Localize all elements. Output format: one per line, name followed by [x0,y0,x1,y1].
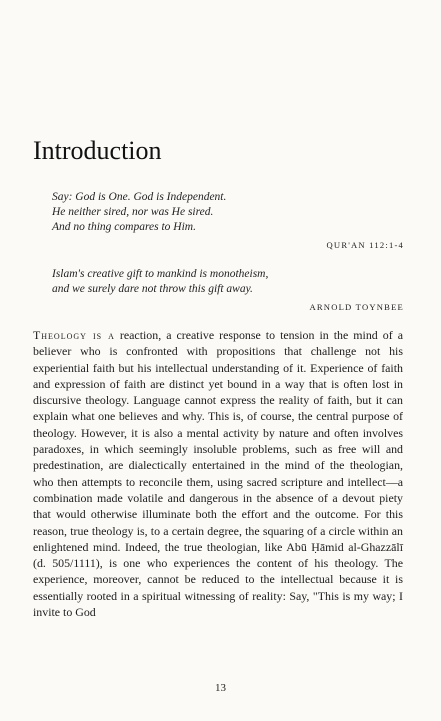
epigraph-line: and we surely dare not throw this gift away. [52,283,253,295]
opening-smallcaps: Theology is a [33,328,115,342]
body-paragraph [33,327,403,620]
epigraph-quran [52,190,404,253]
epigraph-line: Say: God is One. God is Independent. [52,191,227,203]
epigraph-line: Islam's creative gift to mankind is monotheism, [52,268,269,280]
paragraph-text: reaction, a creative response to tension in the mind of a believer who is confronted with propositions that challenge not his experiential faith but his intellectual understanding of it. Experience of faith and expression of faith are distinct yet bound in a way that is often lost in discursive theology. Language cannot express the reality of faith, but it can explain what one believes and why. This is, of course, the central purpose of theology. However, it is also a mental activity by nature and often involves paradoxes, in which seemingly insoluble problems, such as free will and predestination, are dialectically entertained in the mind of the theologian, who then attempts to reconcile them, using sacred scripture and intellect—a combination made volatile and dangerous in the absence of a devout piety that would otherwise illuminate both the effort and the outcome. For this reason, true theology is, to a certain degree, the squaring of a circle within an enlightened mind. Indeed, the true theologian, like Abū Ḥāmid al-Ghazzālī (d. 505/1111), is one who experiences the content of his theology. The experience, moreover, cannot be reduced to the intellectual because it is essentially rooted in a spiritual witnessing of reality: Say, "This is my way; I invite to God [33,328,403,620]
epigraph-line: He neither sired, nor was He sired. [52,206,214,218]
epigraph-attribution: QUR'AN 112:1-4 [326,240,404,250]
chapter-title: Introduction [33,136,162,165]
epigraph-attribution: ARNOLD TOYNBEE [309,302,404,312]
epigraph-toynbee [52,267,404,315]
epigraph-line: And no thing compares to Him. [52,221,196,233]
page-number: 13 [215,682,226,694]
